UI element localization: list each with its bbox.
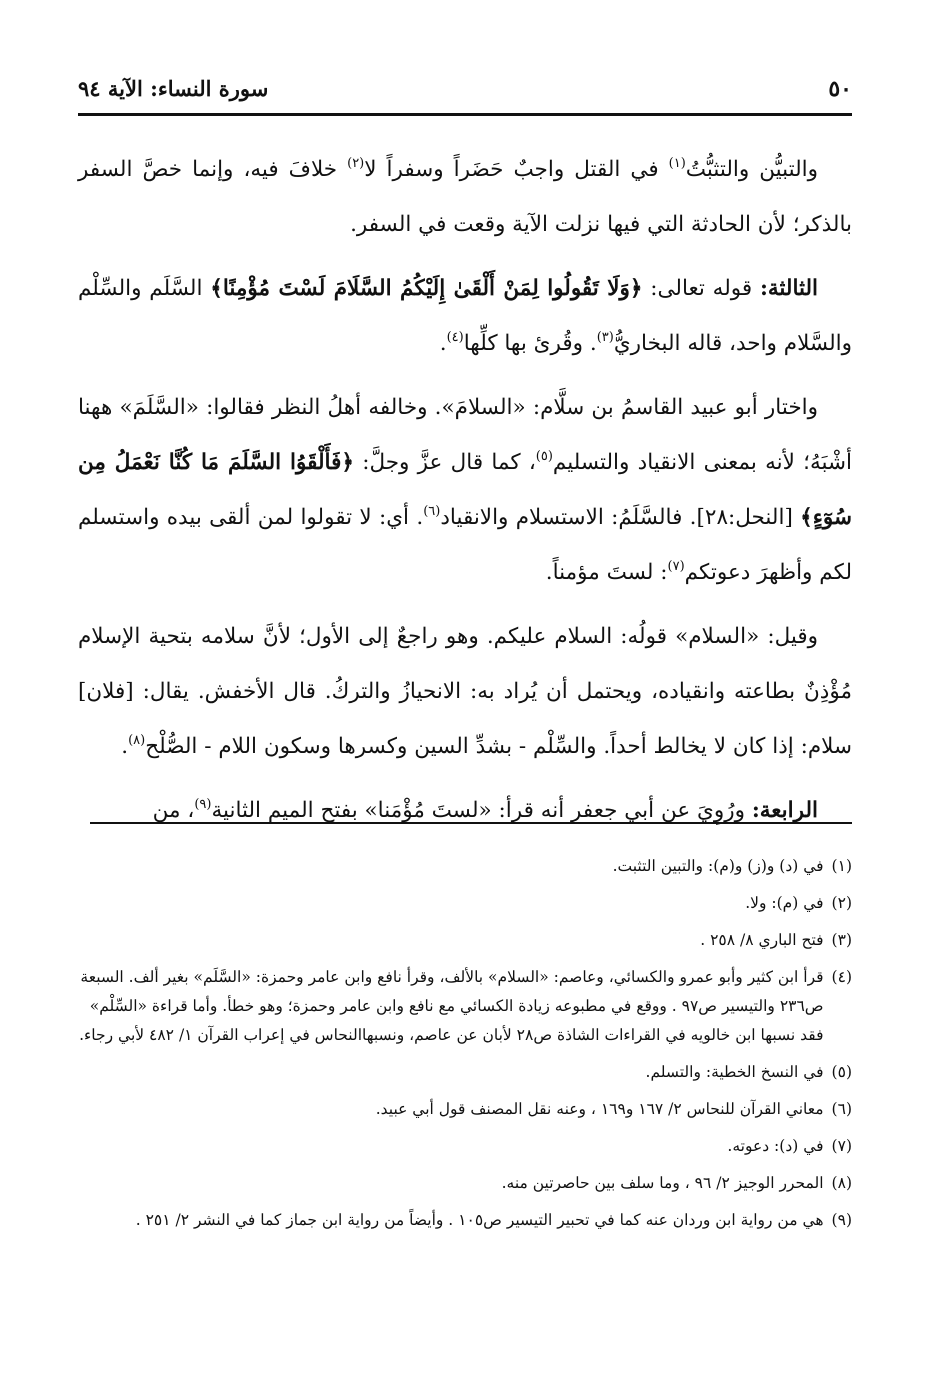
paragraph-5 (78, 783, 852, 838)
paragraph-1 (78, 142, 852, 252)
footnote (78, 963, 852, 1050)
footnote (78, 1169, 852, 1198)
footnote-text: في (م): ولا. (745, 894, 824, 912)
footnote-number: (٨) (831, 1174, 852, 1192)
footnote-number: (٦) (831, 1100, 852, 1118)
footnote-text: في النسخ الخطية: والتسلم. (645, 1063, 824, 1081)
text-run: . وقُرئ بها كلِّها (463, 331, 597, 356)
quran-verse: ﴿فَأَلْقَوُا السَّلَمَ مَا كُنَّا نَعْمَلُ مِن سُوٓءٍ﴾ (78, 450, 853, 530)
footnote-ref[interactable]: (٥) (535, 449, 553, 464)
section-lead: الرابعة: (751, 798, 818, 823)
text-run: . أي: لا تقولوا لمن ألقى بيده واستسلم لكم وأظهرَ دعوتكم (78, 505, 852, 585)
text-run: . (121, 734, 129, 759)
footnote-number: (٤) (831, 968, 852, 986)
footnotes (78, 852, 852, 1243)
footnote-text: هي من رواية ابن وردان عنه كما في تحبير التيسير ص١٠٥ . وأيضاً من رواية ابن جماز كما في النشر ٢/ ٢٥١ . (135, 1211, 824, 1229)
footnote-ref[interactable]: (٢) (347, 156, 365, 171)
running-title: سورة النساء: الآية ٩٤ (78, 76, 269, 101)
footnote (78, 852, 852, 881)
text-run: ، من (152, 798, 195, 823)
page-number: ٥٠ (828, 76, 852, 102)
section-lead: الثالثة: (759, 276, 819, 301)
footnote-number: (٩) (831, 1211, 852, 1229)
footnote-number: (٥) (831, 1063, 852, 1081)
text-run: والتبيُّن والتثبُّتُ (685, 157, 818, 182)
footnote-text: المحرر الوجيز ٢/ ٩٦ ، وما سلف بين حاصرتين منه. (501, 1174, 824, 1192)
footnote-number: (٣) (831, 931, 852, 949)
footnote-ref[interactable]: (٦) (423, 504, 441, 519)
text-run: [النحل:٢٨]. فالسَّلَمُ: الاستسلام والانقياد (440, 505, 801, 530)
footnote-ref[interactable]: (١) (668, 156, 686, 171)
footnote-number: (١) (831, 857, 852, 875)
quran-verse: ﴿وَلَا تَقُولُوا لِمَنْ أَلْقَىٰ إِلَيْكُمُ السَّلَامَ لَسْتَ مُؤْمِنًا﴾ (210, 276, 643, 301)
text-run: واختار أبو عبيد القاسمُ بن سلَّام: «السلامَ». وخالفه أهلُ النظر فقالوا: «السَّلَمَ» ههنا أشْبَهُ؛ لأنه بمعنى الانقياد والتسليم (78, 395, 852, 475)
paragraph-3 (78, 380, 852, 600)
footnote (78, 1206, 852, 1235)
footnote-number: (٢) (831, 894, 852, 912)
paragraph-2 (78, 261, 852, 371)
text-run: قوله تعالى: (642, 276, 760, 301)
footnote-text: في (د) و(ز) و(م): والتبين التثبت. (612, 857, 824, 875)
text-run: ورُوِيَ عن أبي جعفر أنه قرأ: «لستَ مُؤْمَنا» بفتح الميم الثانية (211, 798, 752, 823)
footnote (78, 1058, 852, 1087)
footnote-text: في (د): دعوته. (727, 1137, 824, 1155)
text-run: ، كما قال عزَّ وجلَّ: (353, 450, 536, 475)
footnote-separator (90, 822, 852, 824)
footnote (78, 1132, 852, 1161)
footnote-ref[interactable]: (٧) (667, 559, 685, 574)
footnote-ref[interactable]: (٤) (446, 330, 464, 345)
footnote (78, 926, 852, 955)
text-run: خلافَ فيه، وإنما خصَّ السفر بالذكر؛ لأن الحادثة التي فيها نزلت الآية وقعت في السفر. (78, 157, 852, 237)
page-header (78, 76, 852, 112)
footnote-text: معاني القرآن للنحاس ٢/ ١٦٧ و١٦٩ ، وعنه نقل المصنف قول أبي عبيد. (375, 1100, 824, 1118)
footnote-text: قرأ ابن كثير وأبو عمرو والكسائي، وعاصم: «السلام» بالألف، وقرأ نافع وابن عامر وحمزة: «السَّلَم» بغير ألف. السبعة ص٢٣٦ والتيسير ص٩٧ . ووقع في مطبوعه زيادة الكسائي مع نافع وابن عامر وحمزة؛ وهو خطأ. وأما قراءة «السِّلْم» فقد نسبها ابن خالويه في القراءات الشاذة ص٢٨ لأبان عن عاصم، ونسبهاالنحاس في إعراب القرآن ١/ ٤٨٢ لأبي رجاء. (79, 968, 824, 1044)
text-run: : لستَ مؤمناً. (545, 560, 668, 585)
header-rule (78, 113, 852, 116)
main-text (78, 142, 852, 847)
paragraph-4 (78, 609, 852, 774)
text-run: السَّلَم والسِّلْم والسَّلام واحد، قاله البخاريُّ (78, 276, 852, 356)
text-run: وقيل: «السلام» قولُه: السلام عليكم. وهو راجعٌ إلى الأول؛ لأنَّ سلامه بتحية الإسلام مُؤْذِنٌ بطاعته وانقياده، ويحتمل أن يُراد به: الانحيازُ والتركُ. قال الأخفش. يقال: [فلان] سلام: إذا كان لا يخالط أحداً. والسِّلْم - بشدِّ السين وكسرها وسكون اللام - الصُّلْح (78, 624, 852, 759)
text-run: في القتل واجبٌ حَضَراً وسفراً لا (364, 157, 669, 182)
footnote (78, 889, 852, 918)
footnote-ref[interactable]: (٨) (128, 733, 146, 748)
text-run: . (439, 331, 447, 356)
footnote-text: فتح الباري ٨/ ٢٥٨ . (700, 931, 824, 949)
footnote-ref[interactable]: (٣) (596, 330, 614, 345)
footnote-ref[interactable]: (٩) (194, 797, 212, 812)
footnote-number: (٧) (831, 1137, 852, 1155)
footnote (78, 1095, 852, 1124)
